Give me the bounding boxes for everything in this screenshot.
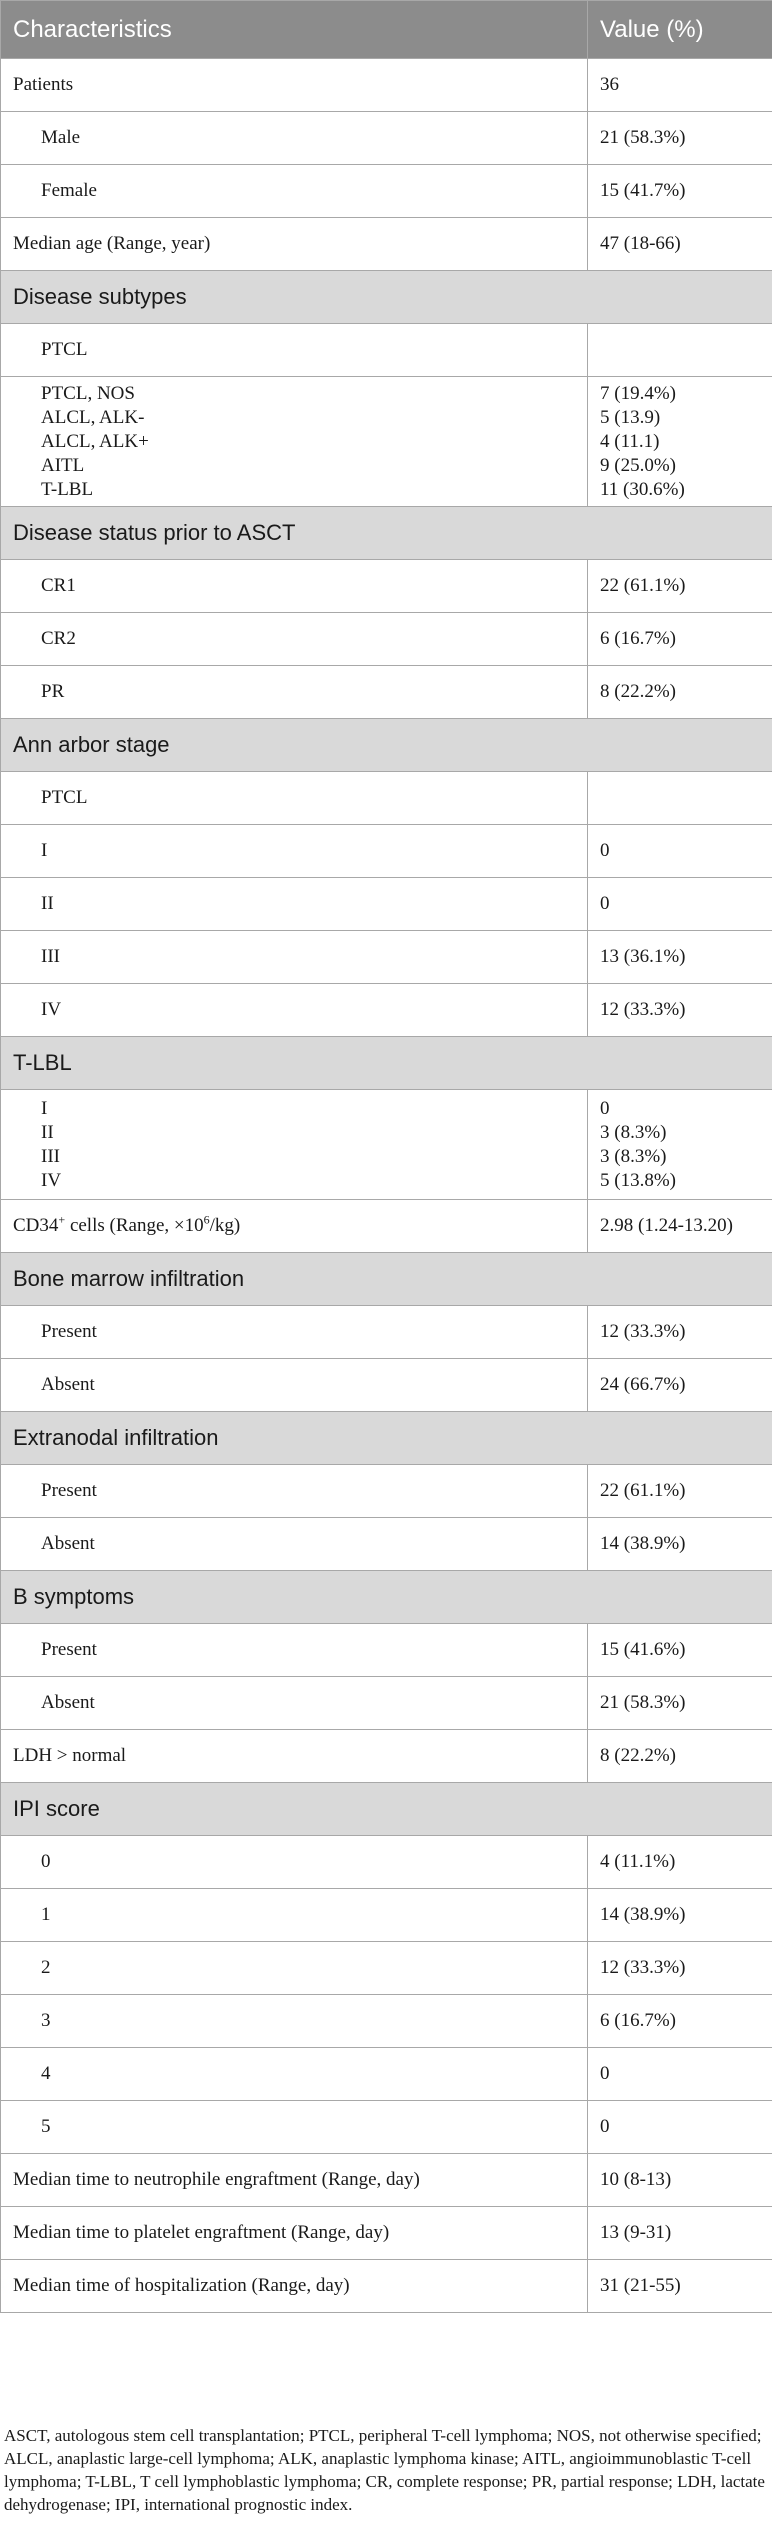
- subtype-value: 5 (13.9): [600, 406, 661, 428]
- row-label: 1: [1, 1889, 588, 1942]
- row-value: 31 (21-55): [588, 2260, 772, 2313]
- row-label: 0: [1, 1836, 588, 1889]
- table-row: [1, 218, 772, 271]
- row-value: 47 (18-66): [588, 218, 772, 271]
- tlbl-stage-label: III: [41, 1145, 60, 1167]
- subtype-value: 9 (25.0%): [600, 454, 676, 476]
- subtype-value: 4 (11.1): [600, 430, 660, 452]
- tlbl-stage-value: 3 (8.3%): [600, 1121, 667, 1143]
- table-row: [1, 112, 772, 165]
- section-title: T-LBL: [1, 1037, 772, 1090]
- row-label: 5: [1, 2101, 588, 2154]
- row-value: 13 (9-31): [588, 2207, 772, 2260]
- row-value: 6 (16.7%): [588, 1995, 772, 2048]
- cd34-mid: cells (Range, ×10: [65, 1215, 204, 1236]
- row-label: Absent: [1, 1677, 588, 1730]
- table-row: [1, 1836, 772, 1889]
- section-title: Disease subtypes: [1, 271, 772, 324]
- section-title: Disease status prior to ASCT: [1, 507, 772, 560]
- table-footnote: ASCT, autologous stem cell transplantation; PTCL, peripheral T-cell lymphoma; NOS, not otherwise specified; ALCL, anaplastic large-cell lymphoma; ALK, anaplastic lymphoma kinase; AITL, angioimmunoblastic T-cell lymphoma; T-LBL, T cell lymphoblastic lymphoma; CR, complete response; PR, partial response; LDH, lactate dehydrogenase; IPI, international prognostic index.: [4, 2426, 765, 2514]
- section-row: [1, 1253, 772, 1306]
- table-row: [1, 666, 772, 719]
- row-value: 8 (22.2%): [588, 1730, 772, 1783]
- subtype-label: PTCL, NOS: [41, 382, 135, 404]
- section-row: [1, 271, 772, 324]
- row-label: 2: [1, 1942, 588, 1995]
- section-title: B symptoms: [1, 1571, 772, 1624]
- row-value: 24 (66.7%): [588, 1359, 772, 1412]
- table-row: [1, 1624, 772, 1677]
- row-label: III: [1, 931, 588, 984]
- section-row: [1, 1412, 772, 1465]
- row-value: 13 (36.1%): [588, 931, 772, 984]
- table-row: [1, 2207, 772, 2260]
- cd34-label: [1, 1200, 588, 1253]
- section-title: IPI score: [1, 1783, 772, 1836]
- table-row: [1, 2048, 772, 2101]
- subtype-labels: [1, 377, 588, 507]
- row-label: Present: [1, 1306, 588, 1359]
- row-label: LDH > normal: [1, 1730, 588, 1783]
- table-row: [1, 1200, 772, 1253]
- row-value: 36: [588, 59, 772, 112]
- table-row: [1, 1889, 772, 1942]
- row-label: Median time to platelet engraftment (Range, day): [1, 2207, 588, 2260]
- row-label: Absent: [1, 1518, 588, 1571]
- row-value: 15 (41.6%): [588, 1624, 772, 1677]
- row-label: Absent: [1, 1359, 588, 1412]
- subtype-value: 7 (19.4%): [600, 382, 676, 404]
- row-value: 10 (8-13): [588, 2154, 772, 2207]
- section-title: Ann arbor stage: [1, 719, 772, 772]
- section-row: [1, 1037, 772, 1090]
- section-title: Extranodal infiltration: [1, 1412, 772, 1465]
- row-value: 2.98 (1.24-13.20): [588, 1200, 772, 1253]
- row-label: IV: [1, 984, 588, 1037]
- row-label: CR1: [1, 560, 588, 613]
- subtype-value: 11 (30.6%): [600, 478, 685, 500]
- table-row: [1, 1359, 772, 1412]
- row-value: 8 (22.2%): [588, 666, 772, 719]
- table-row: [1, 825, 772, 878]
- tlbl-stage-value: 3 (8.3%): [600, 1145, 667, 1167]
- table-row: [1, 613, 772, 666]
- tlbl-stage-label: II: [41, 1121, 54, 1143]
- table-row: [1, 324, 772, 377]
- table-row: [1, 1465, 772, 1518]
- row-value: 0: [588, 878, 772, 931]
- row-label: Median age (Range, year): [1, 218, 588, 271]
- row-label: Male: [1, 112, 588, 165]
- subtype-label: T-LBL: [41, 478, 94, 500]
- table-row: [1, 1942, 772, 1995]
- row-value: 6 (16.7%): [588, 613, 772, 666]
- row-label: PTCL: [1, 772, 588, 825]
- table-row: [1, 2260, 772, 2313]
- row-value: 0: [588, 2101, 772, 2154]
- row-value: 22 (61.1%): [588, 1465, 772, 1518]
- section-row: [1, 507, 772, 560]
- table-row: [1, 1995, 772, 2048]
- table-row: [1, 878, 772, 931]
- table-row: [1, 772, 772, 825]
- table-row: [1, 931, 772, 984]
- section-row: [1, 1571, 772, 1624]
- row-label: Patients: [1, 59, 588, 112]
- subtype-label: AITL: [41, 454, 85, 476]
- row-label: I: [1, 825, 588, 878]
- cd34-exponent: 6: [203, 1212, 210, 1227]
- row-label: PTCL: [1, 324, 588, 377]
- table-header-row: [1, 1, 772, 59]
- row-value: 14 (38.9%): [588, 1518, 772, 1571]
- row-value: 0: [588, 2048, 772, 2101]
- subtype-values: [588, 377, 772, 507]
- row-label: Median time of hospitalization (Range, day): [1, 2260, 588, 2313]
- header-value: Value (%): [588, 1, 772, 59]
- table-row: [1, 2101, 772, 2154]
- row-label: Median time to neutrophile engraftment (Range, day): [1, 2154, 588, 2207]
- row-value: 22 (61.1%): [588, 560, 772, 613]
- row-label: II: [1, 878, 588, 931]
- row-label: 4: [1, 2048, 588, 2101]
- header-characteristics: Characteristics: [1, 1, 588, 59]
- row-value: 12 (33.3%): [588, 1306, 772, 1359]
- tlbl-stage-value: 5 (13.8%): [600, 1169, 676, 1191]
- table-row: [1, 59, 772, 112]
- cd34-suffix: /kg): [209, 1215, 241, 1236]
- row-label: CR2: [1, 613, 588, 666]
- tlbl-stage-values: [588, 1090, 772, 1200]
- row-value: 0: [588, 825, 772, 878]
- row-value: 21 (58.3%): [588, 112, 772, 165]
- row-value: [588, 772, 772, 825]
- row-label: Present: [1, 1465, 588, 1518]
- row-label: Female: [1, 165, 588, 218]
- table-row: [1, 1090, 772, 1200]
- row-label: Present: [1, 1624, 588, 1677]
- cd34-prefix: CD34: [13, 1215, 59, 1236]
- row-value: 15 (41.7%): [588, 165, 772, 218]
- table-row: [1, 560, 772, 613]
- table-row: [1, 1306, 772, 1359]
- tlbl-stage-label: IV: [41, 1169, 62, 1191]
- table-row: [1, 165, 772, 218]
- tlbl-stage-label: I: [41, 1097, 48, 1119]
- row-value: 4 (11.1%): [588, 1836, 772, 1889]
- table-row: [1, 1677, 772, 1730]
- row-label: PR: [1, 666, 588, 719]
- subtype-label: ALCL, ALK-: [41, 406, 145, 428]
- tlbl-stage-value: 0: [600, 1097, 610, 1119]
- section-title: Bone marrow infiltration: [1, 1253, 772, 1306]
- table-row: [1, 377, 772, 507]
- row-value: [588, 324, 772, 377]
- table-row: [1, 1518, 772, 1571]
- section-row: [1, 1783, 772, 1836]
- table-row: [1, 984, 772, 1037]
- row-value: 21 (58.3%): [588, 1677, 772, 1730]
- subtype-label: ALCL, ALK+: [41, 430, 149, 452]
- cd34-sup: +: [58, 1212, 66, 1227]
- tlbl-stage-labels: [1, 1090, 588, 1200]
- table-row: [1, 1730, 772, 1783]
- row-value: 14 (38.9%): [588, 1889, 772, 1942]
- row-label: 3: [1, 1995, 588, 2048]
- table-row: [1, 2154, 772, 2207]
- section-row: [1, 719, 772, 772]
- row-value: 12 (33.3%): [588, 1942, 772, 1995]
- row-value: 12 (33.3%): [588, 984, 772, 1037]
